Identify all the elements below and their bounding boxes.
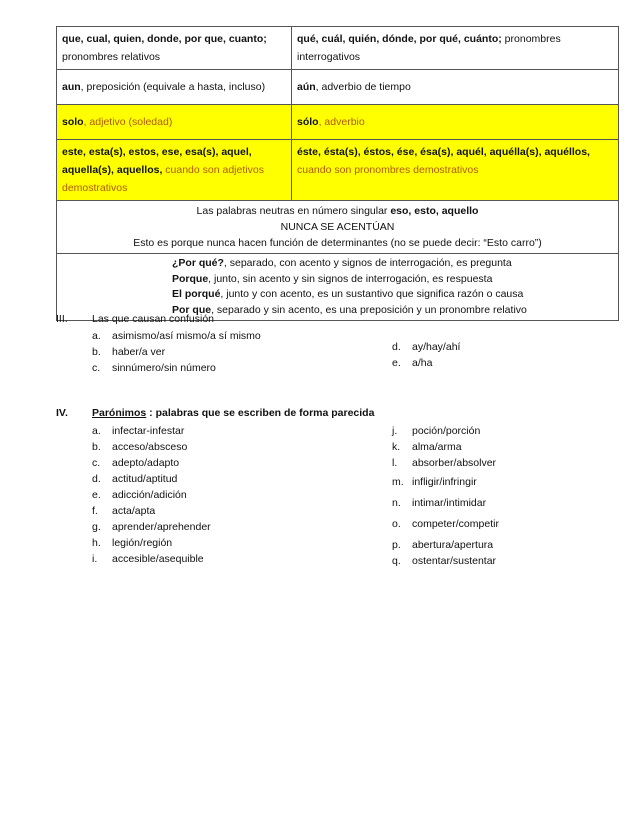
cell-aun-adverbio [292,70,619,105]
porque-text: , separado y sin acento, es una preposición y un pronombre relativo [211,303,527,316]
section-numeral: IV. [56,407,68,419]
cell-text: cuando son pronombres demostrativos [297,164,479,176]
porque-bold: Porque [172,272,209,285]
porque-text: , separado, con acento y signos de interrogación, es pregunta [223,257,512,269]
list-item: c. sinnúmero/sin número [92,362,216,374]
list-item: d. actitud/aptitud [92,473,178,485]
cell-bold: sólo [297,116,319,128]
list-item: a. asimismo/así mismo/a sí mismo [92,330,261,342]
section-4-list-right [392,423,499,569]
list-item: p. abertura/apertura [392,539,494,551]
list-item: f. acta/apta [92,505,156,517]
cell-bold: éste, ésta(s), éstos, ése, ésa(s), aquél, aquélla(s), aquéllos, [297,146,590,158]
cell-bold: que, cual, quien, donde, por que, cuanto; [62,33,267,45]
cell-aun-preposicion [57,70,292,105]
cell-bold: aún [297,81,316,93]
table-row [57,140,619,201]
porque-text: , junto y con acento, es un sustantivo que significa razón o causa [220,288,524,300]
section-4-list-left [92,423,211,567]
list-item: j. poción/porción [392,425,481,437]
neutras-line2: NUNCA SE ACENTÚAN [280,221,395,233]
section-numeral: III. [56,313,68,325]
neutras-line3: Esto es porque nunca hacen función de determinantes (no se puede decir: “Esto carro”) [133,237,542,249]
cell-interrogativos [292,27,619,70]
list-item: q. ostentar/sustentar [392,555,497,567]
list-item: c. adepto/adapto [92,457,180,469]
list-item: b. haber/a ver [92,346,166,358]
neutras-line1: Las palabras neutras en número singular [196,205,391,217]
section-title: : palabras que se escriben de forma parecida [146,407,375,419]
cell-bold: qué, cuál, quién, dónde, por qué, cuánto; [297,33,502,45]
section-title-underlined: Parónimos [92,407,147,419]
cell-bold: este, esta(s), estos, ese, esa(s), aquel, aquella(s), aquellos, [62,146,252,176]
list-item: g. aprender/aprehender [92,521,211,533]
cell-solo-adjetivo [57,105,292,140]
section-3-heading [56,313,214,325]
section-4-heading [56,407,374,419]
cell-text: , adverbio [318,116,365,128]
cell-text: , preposición (equivale a hasta, incluso) [80,81,266,93]
section-title: Las que causan confusión [92,313,215,325]
table-row [57,70,619,105]
list-item: m. infligir/infringir [392,476,477,488]
cell-relativos [57,27,292,70]
list-item: e. a/ha [392,357,433,369]
table-row [57,27,619,70]
list-item: b. acceso/absceso [92,441,188,453]
cell-text: pronombres relativos [62,51,161,63]
porque-text: , junto, sin acento y sin signos de interrogación, es respuesta [208,272,493,285]
section-3-list-right [392,339,460,371]
neutras-bold: eso, esto, aquello [390,205,479,217]
table-row [57,105,619,140]
porque-bold: ¿Por qué? [172,257,224,269]
cell-text: pronombres interrogativos [297,33,561,63]
list-item: d. ay/hay/ahí [392,341,461,353]
cell-adjetivos-demostrativos [57,140,292,201]
table-row [57,201,619,254]
cell-bold: aun [62,81,81,93]
table-row [57,254,619,321]
list-item: k. alma/arma [392,441,462,453]
cell-text: cuando son adjetivos demostrativos [62,164,264,194]
list-item: a. infectar-infestar [92,425,185,437]
cell-pronombres-demostrativos [292,140,619,201]
list-item: i. accesible/asequible [92,553,204,565]
cell-porque-rules [57,254,619,321]
cell-text: , adjetivo (soledad) [83,116,173,128]
section-3-list-left [92,328,261,376]
porque-bold: Por que [172,303,212,316]
cell-palabras-neutras [57,201,619,254]
list-item: n. intimar/intimidar [392,497,487,509]
cell-bold: solo [62,116,84,128]
list-item: h. legión/región [92,537,173,549]
cell-solo-adverbio [292,105,619,140]
list-item: l. absorber/absolver [392,457,497,469]
list-item: e. adicción/adición [92,489,187,501]
porque-bold: El porqué [172,288,221,300]
cell-text: , adverbio de tiempo [315,81,411,93]
list-item: o. competer/competir [392,518,499,530]
accent-rules-table [56,26,619,321]
